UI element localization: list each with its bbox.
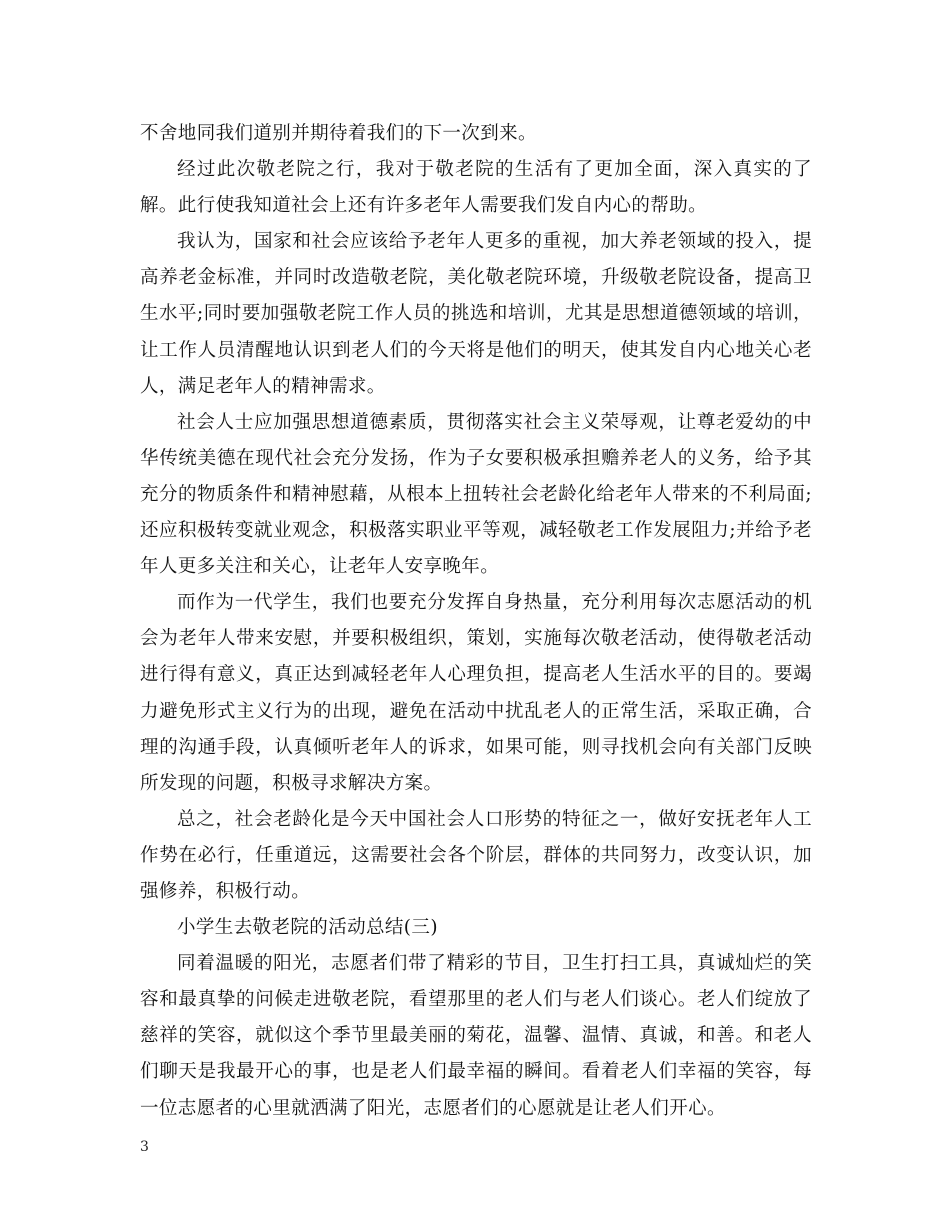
section-heading: 小学生去敬老院的活动总结(三) (177, 917, 438, 939)
paragraph-conclusion: 总之，社会老龄化是今天中国社会人口形势的特征之一，做好安抚老年人工作势在必行，任重道远，这需要社会各个阶层，群体的共同努力，改变认识，加强修养，积极行动。 (140, 808, 812, 902)
paragraph-government-suggestion: 我认为，国家和社会应该给予老年人更多的重视，加大养老领域的投入，提高养老金标准，并同时改造敬老院，美化敬老院环境，升级敬老院设备，提高卫生水平;同时要加强敬老院工作人员的挑选和培训，尤其是思想道德领域的培训，让工作人员清醒地认识到老人们的今天将是他们的明天，使其发自内心地关心老人，满足老年人的精神需求。 (140, 231, 812, 397)
paragraph-volunteer-visit: 同着温暖的阳光，志愿者们带了精彩的节目，卫生打扫工具，真诚灿烂的笑容和最真挚的问候走进敬老院，看望那里的老人们与老人们谈心。老人们绽放了慈祥的笑容，就似这个季节里最美丽的菊花，温馨、温情、真诚，和善。和老人们聊天是我最开心的事，也是老人们最幸福的瞬间。看着老人们幸福的笑容，每一位志愿者的心里就洒满了阳光，志愿者们的心愿就是让老人们开心。 (140, 953, 812, 1119)
paragraph-society-suggestion: 社会人士应加强思想道德素质，贯彻落实社会主义荣辱观，让尊老爱幼的中华传统美德在现代社会充分发扬，作为子女要积极承担赡养老人的义务，给予其充分的物质条件和精神慰藉，从根本上扭转社会老龄化给老年人带来的不利局面;还应积极转变就业观念，积极落实职业平等观，减轻敬老工作发展阻力;并给予老年人更多关注和关心，让老年人安享晚年。 (140, 411, 812, 578)
paragraph-continuation: 不舍地同我们道别并期待着我们的下一次到来。 (140, 123, 537, 144)
paragraph-visit-reflection: 经过此次敬老院之行，我对于敬老院的生活有了更加全面，深入真实的了解。此行使我知道社会上还有许多老年人需要我们发自内心的帮助。 (140, 159, 812, 217)
paragraph-student-role: 而作为一代学生，我们也要充分发挥自身热量，充分利用每次志愿活动的机会为老年人带来安慰，并要积极组织，策划，实施每次敬老活动，使得敬老活动进行得有意义，真正达到减轻老年人心理负担，提高老人生活水平的目的。要竭力避免形式主义行为的出现，避免在活动中扰乱老人的正常生活，采取正确，合理的沟通手段，认真倾听老年人的诉求，如果可能，则寻找机会向有关部门反映所发现的问题，积极寻求解决方案。 (140, 592, 812, 794)
page-number: 3 (140, 1139, 149, 1155)
document-body (140, 116, 812, 1127)
